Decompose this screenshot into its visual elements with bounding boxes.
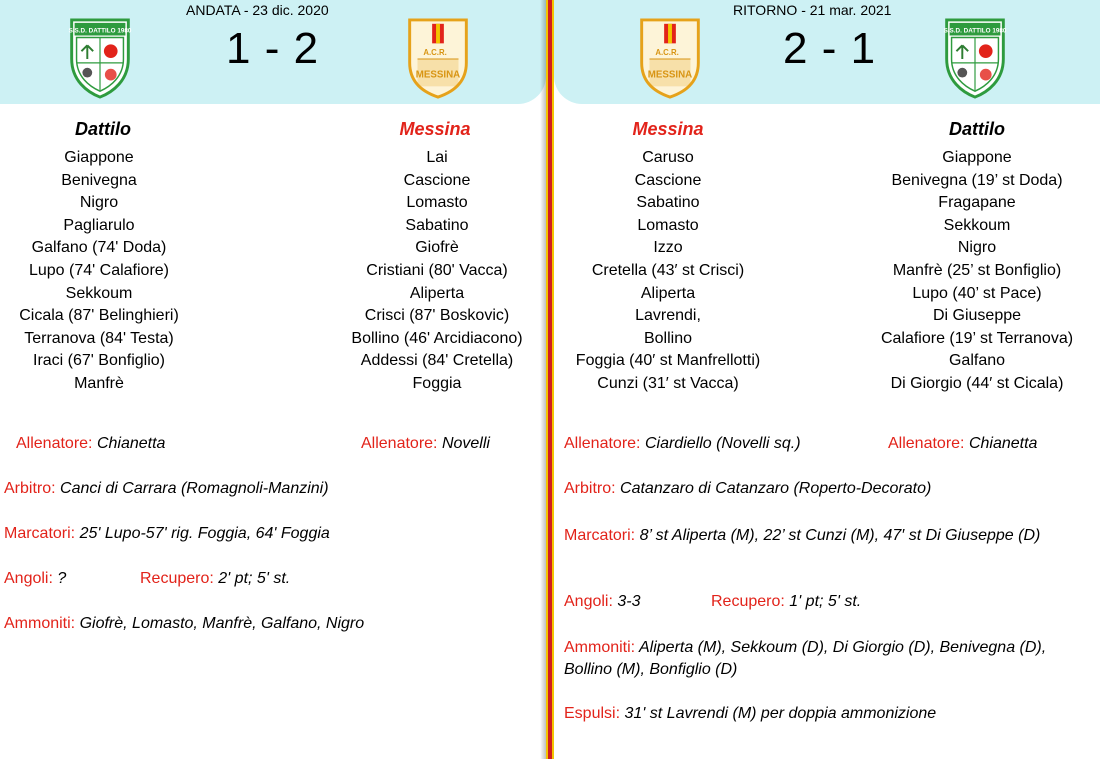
crest-messina-text: MESSINA <box>415 69 461 81</box>
player: Lomasto <box>406 194 468 212</box>
ritorno-sent-off: Espulsi: 31' st Lavrendi (M) per doppia ammonizione <box>564 705 937 722</box>
player: Lavrendi, <box>635 307 701 325</box>
andata-scorers: Marcatori: 25' Lupo-57' rig. Foggia, 64' Foggia <box>4 525 330 542</box>
ritorno-home-coach: Allenatore: Ciardiello (Novelli sq.) <box>564 435 801 452</box>
player: Sabatino <box>636 194 700 212</box>
andata-home-coach: Allenatore: Chianetta <box>16 435 166 452</box>
player: Benivegna (19’ st Doda) <box>891 171 1063 189</box>
player: Sekkoum <box>943 216 1011 234</box>
ritorno-away-lineup <box>847 147 1100 396</box>
player: Nigro <box>79 194 119 212</box>
ritorno-score: 2 - 1 <box>783 24 877 73</box>
andata-referee: Arbitro: Canci di Carrara (Romagnoli-Manzini) <box>4 480 329 497</box>
andata-home-lineup <box>0 147 229 396</box>
player: Foggia <box>412 374 462 392</box>
ritorno-referee: Arbitro: Catanzaro di Catanzaro (Roperto-Decorato) <box>564 480 932 497</box>
player: Manfrè <box>74 374 124 392</box>
player: Cascione <box>634 171 702 189</box>
player: Giappone <box>64 149 134 166</box>
player: Manfrè (25’ st Bonfiglio) <box>892 261 1062 279</box>
player: Galfano <box>948 352 1006 370</box>
player: Calafiore (19’ st Terranova) <box>880 329 1074 347</box>
player: Cunzi (31′ st Vacca) <box>597 374 739 392</box>
andata-away-coach: Allenatore: Novelli <box>361 435 490 452</box>
crest-top-text: S.S.D. DATTILO 1980 <box>68 27 132 35</box>
player: Galfano (74' Doda) <box>31 239 167 257</box>
player: Di Giuseppe <box>932 307 1022 325</box>
player: Sekkoum <box>65 284 133 302</box>
ritorno-home-team-name: Messina <box>632 119 704 139</box>
messina-crest-icon <box>403 16 473 100</box>
player: Bollino (46' Arcidiacono) <box>351 329 523 347</box>
ritorno-stoppage: Recupero: 1' pt; 5' st. <box>711 593 862 610</box>
player: Aliperta <box>640 284 696 302</box>
player: Cristiani (80' Vacca) <box>366 261 508 279</box>
crest-acr-text: A.C.R. <box>423 48 447 58</box>
player: Sabatino <box>405 216 469 234</box>
player: Nigro <box>957 239 997 257</box>
dattilo-crest-icon <box>65 16 135 100</box>
player: Addessi (84' Cretella) <box>360 352 514 370</box>
ritorno-booked: Ammoniti: Aliperta (M), Sekkoum (D), Di Giorgio (D), Benivegna (D), Bollino (M), Bonfiglio (D) <box>564 639 1047 678</box>
andata-home-team-name: Dattilo <box>75 119 131 139</box>
ritorno-home-lineup <box>538 147 798 396</box>
player: Foggia (40′ st Manfrellotti) <box>575 352 761 370</box>
player: Giofrè <box>415 239 459 257</box>
player: Bollino <box>643 329 693 347</box>
player: Aliperta <box>409 284 465 302</box>
player: Crisci (87' Boskovic) <box>364 307 510 325</box>
ritorno-scorers: Marcatori: 8’ st Aliperta (M), 22’ st Cunzi (M), 47′ st Di Giuseppe (D) <box>564 527 1041 544</box>
andata-away-lineup <box>307 147 567 396</box>
andata-corners: Angoli: ? <box>4 570 67 587</box>
player: Giappone <box>942 149 1012 166</box>
dattilo-crest-icon <box>940 16 1010 100</box>
messina-crest-icon <box>635 16 705 100</box>
player: Lai <box>426 149 448 166</box>
player: Cicala (87' Belinghieri) <box>19 307 179 325</box>
crest-top-text: S.S.D. DATTILO 1980 <box>943 27 1007 35</box>
ritorno-away-coach: Allenatore: Chianetta <box>888 435 1038 452</box>
andata-booked: Ammoniti: Giofrè, Lomasto, Manfrè, Galfano, Nigro <box>4 615 365 632</box>
player: Izzo <box>653 239 683 257</box>
crest-acr-text: A.C.R. <box>655 48 679 58</box>
player: Di Giorgio (44′ st Cicala) <box>890 374 1064 392</box>
ritorno-panel <box>554 0 1100 759</box>
player: Fragapane <box>938 194 1016 212</box>
player: Benivegna <box>61 171 137 189</box>
ritorno-corners: Angoli: 3-3 <box>564 593 641 610</box>
player: Caruso <box>642 149 694 166</box>
player: Pagliarulo <box>63 216 135 234</box>
andata-panel <box>0 0 546 759</box>
ritorno-date-label: RITORNO - 21 mar. 2021 <box>733 2 892 18</box>
andata-stoppage: Recupero: 2' pt; 5' st. <box>140 570 291 587</box>
player: Cascione <box>403 171 471 189</box>
player: Lomasto <box>637 216 699 234</box>
player: Terranova (84' Testa) <box>24 329 174 347</box>
andata-away-team-name: Messina <box>399 119 471 139</box>
andata-date-label: ANDATA - 23 dic. 2020 <box>186 2 329 18</box>
player: Cretella (43′ st Crisci) <box>591 261 745 279</box>
andata-score: 1 - 2 <box>226 24 320 73</box>
crest-messina-text: MESSINA <box>647 69 693 81</box>
player: Iraci (67' Bonfiglio) <box>33 352 165 370</box>
player: Lupo (40’ st Pace) <box>912 284 1042 302</box>
ritorno-away-team-name: Dattilo <box>949 119 1005 139</box>
player: Lupo (74' Calafiore) <box>28 261 170 279</box>
